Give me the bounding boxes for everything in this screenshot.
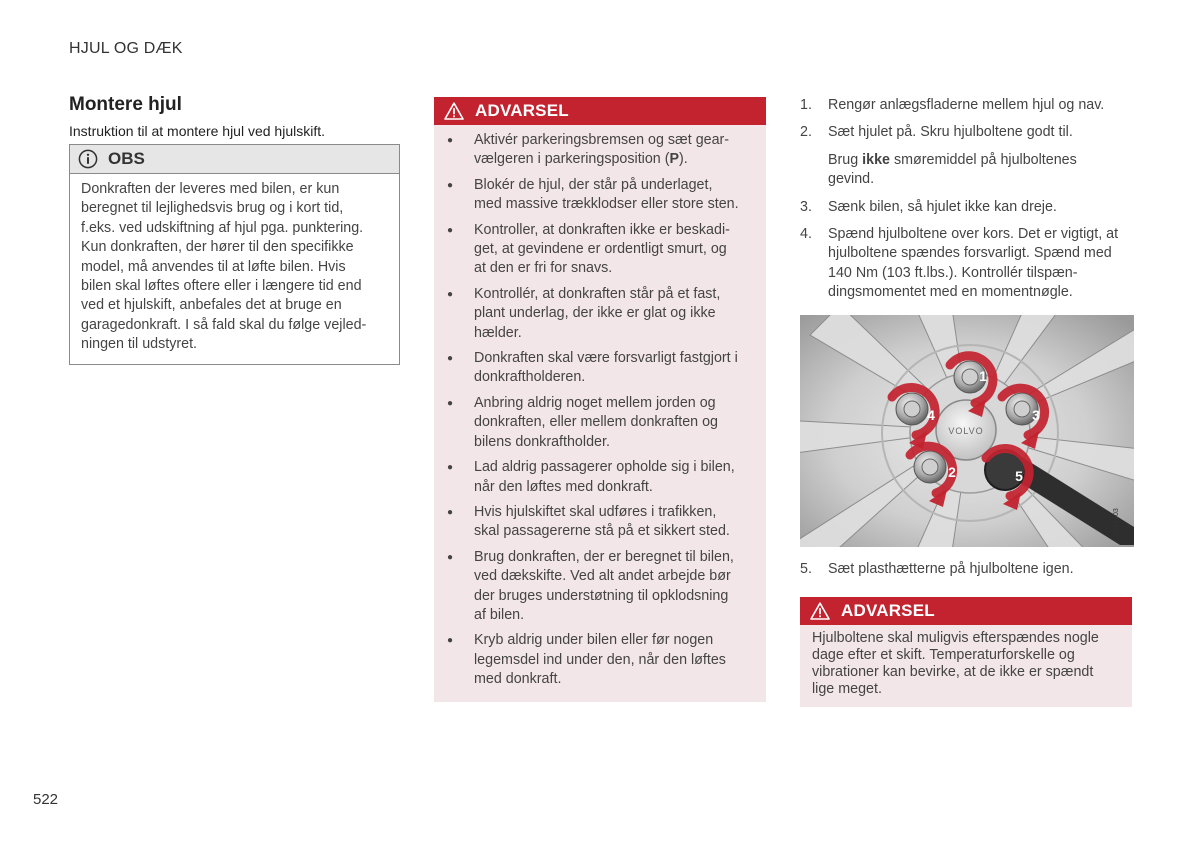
obs-line: model, må anvendes til at løfte bilen. Hvis bbox=[81, 258, 346, 275]
warning-line: legemsdel ind under den, når den løftes bbox=[474, 651, 726, 668]
step-line: Sæt hjulet på. Skru hjulboltene godt til. bbox=[828, 124, 1073, 141]
bolt-number: 1 bbox=[979, 368, 987, 384]
warning-header bbox=[434, 97, 766, 125]
warning-line: vibrationer kan bevirke, at de ikke er spændt bbox=[812, 664, 1094, 680]
warning-line: skal passagererne stå på et sikkert sted. bbox=[474, 523, 730, 540]
warning-line: lige meget. bbox=[812, 681, 882, 697]
warning-line: donkraftholderen. bbox=[474, 369, 586, 386]
obs-line: bilen skal løftes oftere eller i længere tid end bbox=[81, 278, 362, 295]
volvo-logo: VOLVO bbox=[948, 426, 984, 436]
warning-label: ADVARSEL bbox=[475, 101, 569, 120]
warning-line: get, at gevindene er ordentligt smurt, og bbox=[474, 241, 727, 258]
warning-item bbox=[447, 349, 756, 388]
bolt-number: 4 bbox=[927, 407, 935, 423]
wheel-bolt bbox=[896, 393, 928, 425]
page-number: 522 bbox=[33, 791, 59, 808]
info-icon bbox=[78, 149, 98, 169]
step-number: 2. bbox=[800, 124, 812, 141]
warning-header bbox=[800, 597, 1132, 625]
step-number: 1. bbox=[800, 97, 812, 113]
step-line: Rengør anlægsfladerne mellem hjul og nav. bbox=[828, 97, 1105, 113]
warning-label: ADVARSEL bbox=[841, 601, 935, 620]
warning-triangle-icon bbox=[444, 102, 464, 120]
procedure-steps bbox=[800, 96, 1135, 311]
obs-line: ningen til udstyret. bbox=[81, 336, 198, 353]
obs-body bbox=[70, 174, 399, 364]
obs-note bbox=[69, 144, 400, 365]
warning-item bbox=[447, 131, 756, 170]
obs-label: OBS bbox=[108, 149, 145, 168]
warning-line: donkraften, eller mellem donkraften og bbox=[474, 414, 718, 431]
step-number: 3. bbox=[800, 198, 812, 215]
step-line: gevind. bbox=[828, 171, 875, 188]
obs-header bbox=[70, 145, 399, 174]
warning-item bbox=[447, 548, 756, 626]
warning-item bbox=[447, 176, 756, 215]
section-title: Montere hjul bbox=[69, 94, 182, 115]
step-line: dingsmomentet med en momentnøgle. bbox=[828, 284, 1073, 301]
step-item bbox=[800, 225, 1135, 303]
warning-item bbox=[447, 631, 756, 689]
obs-line: beregnet til lejlighedsvis brug og i kort tid, bbox=[81, 200, 344, 217]
step-line: 140 Nm (103 ft.lbs.). Kontrollér tilspæn- bbox=[828, 264, 1078, 281]
section-intro: Instruktion til at montere hjul ved hjulskift. bbox=[69, 123, 326, 139]
warning-line: ● Kontrollér, at donkraften står på et fast, bbox=[474, 285, 721, 302]
wheel-bolt bbox=[914, 451, 946, 483]
step-line: Spænd hjulboltene over kors. Det er vigtigt, at bbox=[828, 226, 1119, 243]
warning-line: ved dækskifte. Ved alt andet arbejde bør bbox=[474, 568, 731, 585]
warning-line: ● Donkraften skal være forsvarligt fastgjort i bbox=[474, 350, 738, 367]
obs-line: garagedonkraft. I så fald skal du følge vejled- bbox=[81, 316, 367, 333]
warning-line: der bruges understøtning til opklodsning bbox=[474, 587, 729, 604]
bolt-number: 5 bbox=[1015, 468, 1023, 484]
step-subnote bbox=[828, 151, 1135, 170]
warning-line-parking: vælgeren i parkeringsposition (P). bbox=[474, 151, 688, 168]
warning-line: ● Lad aldrig passagerer opholde sig i bilen, bbox=[474, 459, 735, 476]
warning-line: ● Aktivér parkeringsbremsen og sæt gear- bbox=[474, 132, 730, 148]
warning-box-jack bbox=[434, 97, 766, 702]
warning-item bbox=[447, 285, 756, 343]
warning-line: med massive trækklodser eller store sten. bbox=[474, 196, 739, 213]
warning-list bbox=[434, 125, 766, 690]
step-item bbox=[800, 123, 1135, 189]
subnote-emphasis: ikke bbox=[862, 151, 890, 168]
bolt-number: 2 bbox=[948, 464, 956, 480]
warning-line: at den er fri for snavs. bbox=[474, 260, 613, 277]
subnote-text: smøremiddel på hjulboltenes bbox=[890, 151, 1077, 168]
warning-line: dage efter et skift. Temperaturforskelle og bbox=[812, 647, 1075, 663]
step-line: Sæt plasthætterne på hjulboltene igen. bbox=[828, 561, 1074, 577]
wheel-illustration bbox=[800, 315, 1134, 547]
warning-line: ● Brug donkraften, der er beregnet til bilen, bbox=[474, 548, 734, 565]
obs-line: Kun donkraften, der hører til den specifikke bbox=[81, 239, 354, 256]
step-item bbox=[800, 96, 1135, 115]
obs-line: ved et hjulskift, anbefales det at bruge en bbox=[81, 297, 342, 314]
warning-box-retighten bbox=[800, 597, 1132, 707]
subnote-text: Brug bbox=[828, 151, 863, 168]
step-number: 4. bbox=[800, 226, 812, 243]
warning-line: ● Kryb aldrig under bilen eller før nogen bbox=[474, 632, 714, 649]
warning-item bbox=[447, 503, 756, 542]
warning-item bbox=[447, 458, 756, 497]
warning-triangle-icon bbox=[810, 602, 830, 620]
warning-line: plant underlag, der ikke er glat og ikke bbox=[474, 305, 716, 322]
figure-code: G051903 bbox=[1113, 508, 1120, 537]
warning-item bbox=[447, 394, 756, 452]
warning-line: hælder. bbox=[474, 324, 522, 341]
warning-line: ● Blokér de hjul, der står på underlaget, bbox=[474, 176, 713, 193]
step-line: Sænk bilen, så hjulet ikke kan dreje. bbox=[828, 198, 1057, 215]
warning-line: ● Anbring aldrig noget mellem jorden og bbox=[474, 394, 716, 411]
warning-line: Hjulboltene skal muligvis efterspændes nogle bbox=[812, 630, 1099, 646]
warning-line: når den løftes med donkraft. bbox=[474, 478, 653, 495]
warning-item bbox=[447, 221, 756, 279]
obs-line: f.eks. ved udskiftning af hjul pga. punktering. bbox=[81, 219, 364, 236]
warning-body bbox=[800, 625, 1132, 706]
obs-line: Donkraften der leveres med bilen, er kun bbox=[81, 181, 340, 197]
step-line: hjulboltene spændes forsvarligt. Spænd med bbox=[828, 245, 1112, 262]
warning-line: bilens donkraftholder. bbox=[474, 433, 610, 450]
column-intro bbox=[69, 94, 400, 365]
bolt-number: 3 bbox=[1032, 407, 1040, 423]
step-number: 5. bbox=[800, 561, 812, 577]
wheel-bolt-figure bbox=[800, 315, 1134, 547]
step-item bbox=[800, 560, 1135, 579]
warning-line: med donkraft. bbox=[474, 671, 562, 688]
chapter-header: HJUL OG DÆK bbox=[69, 40, 183, 57]
warning-line: ● Kontroller, at donkraften ikke er beskadi- bbox=[474, 221, 730, 238]
warning-line: ● Hvis hjulskiftet skal udføres i trafikken, bbox=[474, 503, 717, 520]
warning-line: af bilen. bbox=[474, 606, 525, 623]
step-item bbox=[800, 198, 1135, 217]
